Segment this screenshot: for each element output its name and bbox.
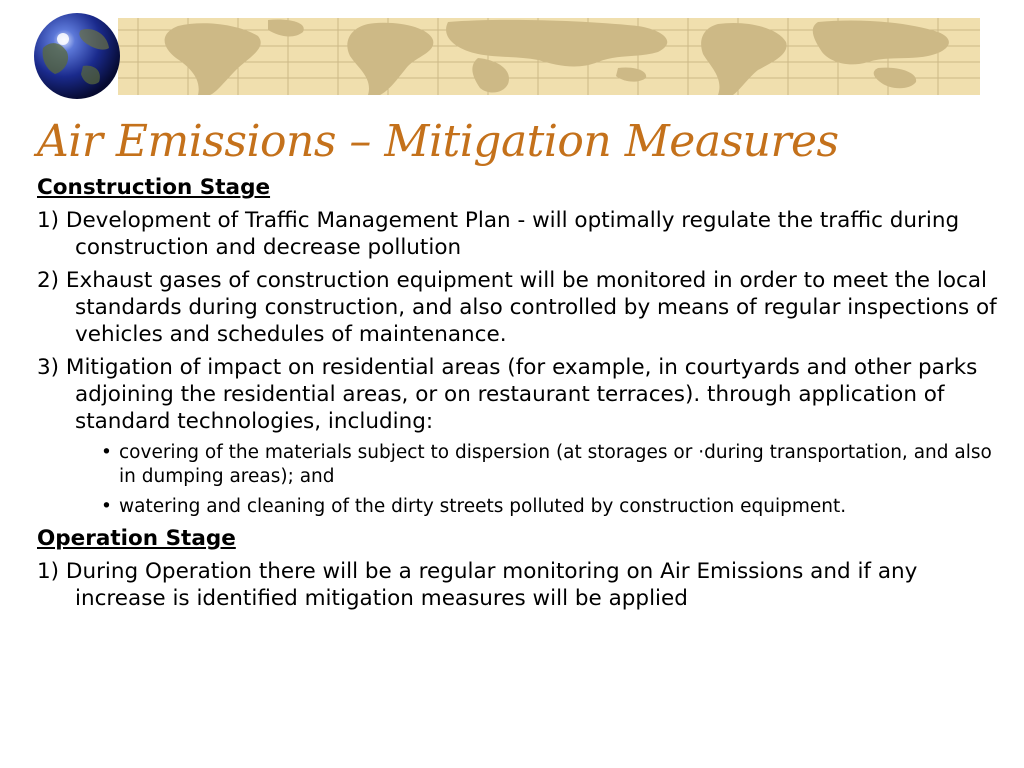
construction-stage-heading: Construction Stage (37, 175, 271, 200)
sub-list-item (37, 495, 999, 519)
slide-title: Air Emissions – Mitigation Measures (37, 116, 839, 167)
world-map-graphic (118, 18, 980, 95)
operation-stage-heading: Operation Stage (37, 526, 236, 551)
list-item: 1) Development of Traffic Management Plan - will optimally regulate the traffic during construction and decrease pollution (37, 208, 960, 260)
bullet-icon: • (101, 442, 112, 463)
world-map-banner (118, 18, 980, 95)
sub-list-item (37, 441, 999, 489)
sub-item-text: watering and cleaning of the dirty streets polluted by construction equipment. (119, 496, 847, 517)
list-item: 1) During Operation there will be a regular monitoring on Air Emissions and if any increase is identified mitigation measures will be applied (37, 559, 918, 611)
list-item: 3) Mitigation of impact on residential areas (for example, in courtyards and other parks adjoining the residential areas, or on restaurant terraces). through application of standard technologies, including: (37, 355, 978, 434)
slide-body (37, 174, 999, 618)
list-item: 2) Exhaust gases of construction equipment will be monitored in order to meet the local standards during construction, and also controlled by means of regular inspections of vehicles and schedules of maintenance. (37, 268, 997, 347)
sub-item-text: covering of the materials subject to dispersion (at storages or ·during transportation, and also in dumping areas); and (119, 442, 992, 487)
globe-icon (33, 12, 121, 100)
bullet-icon: • (101, 496, 112, 517)
